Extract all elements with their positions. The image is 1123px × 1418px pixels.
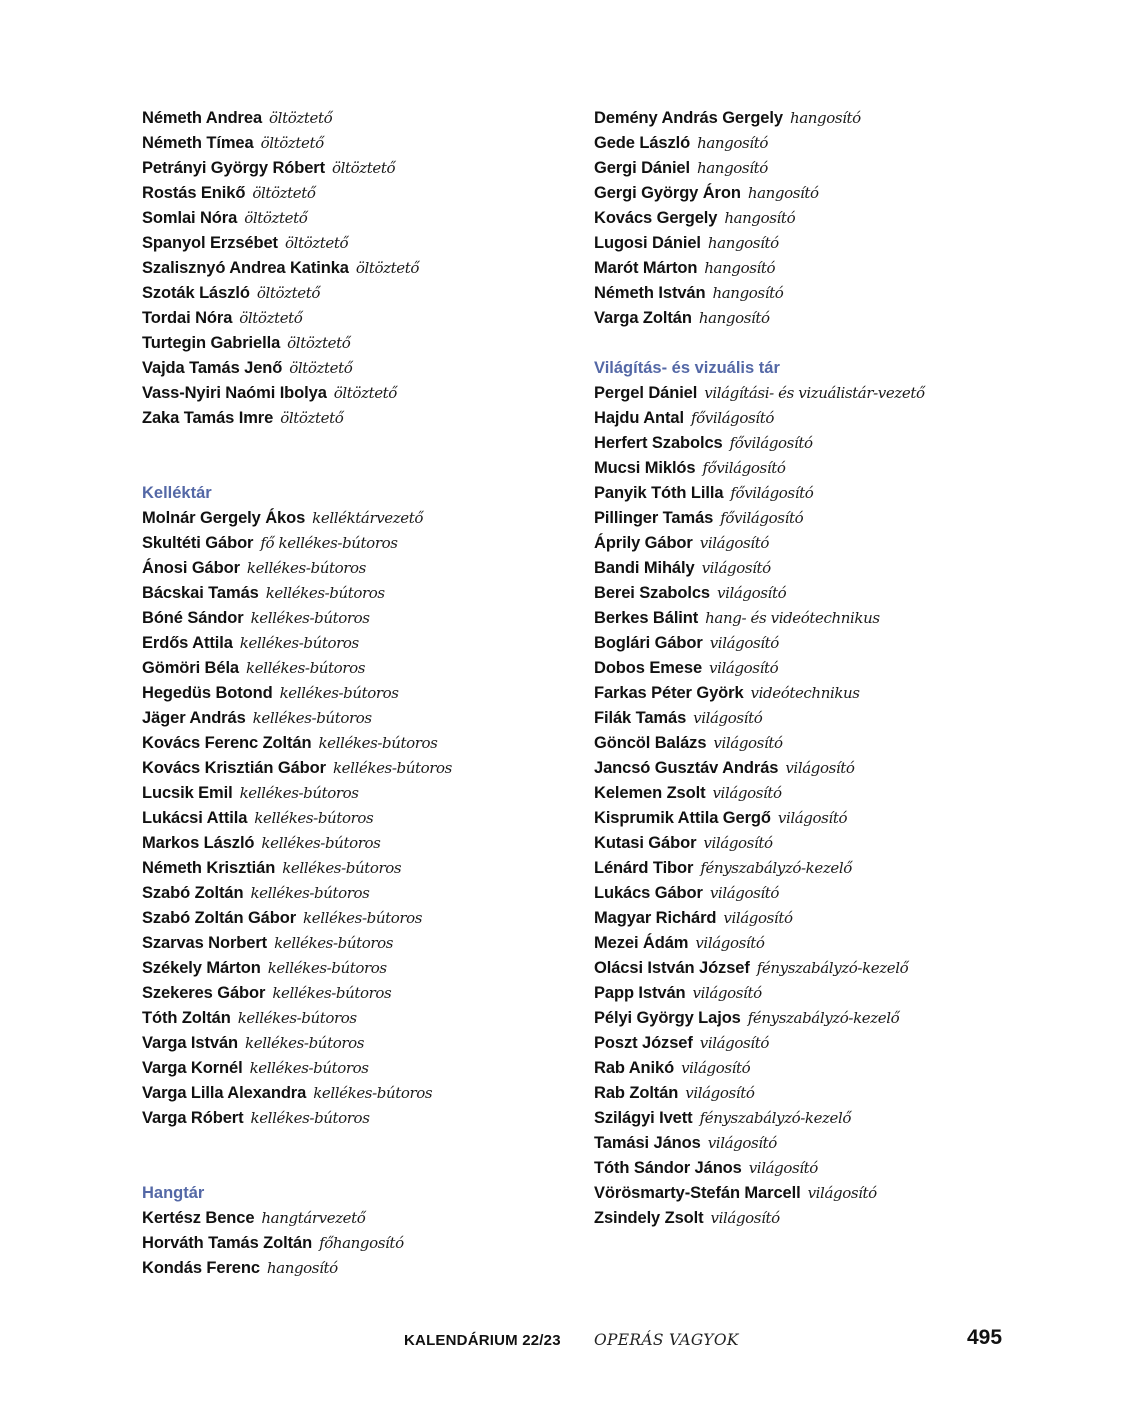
person-role: fővilágosító [729, 434, 813, 452]
person-role: kellékes-bútoros [303, 909, 423, 927]
person-name: Kovács Ferenc Zoltán [142, 734, 312, 752]
person-name: Szabó Zoltán [142, 884, 244, 902]
page-footer [0, 1326, 1123, 1360]
person-name: Szilágyi Ivett [594, 1109, 693, 1127]
list-item [142, 756, 572, 781]
person-role: világosító [807, 1184, 877, 1202]
list-item [142, 831, 572, 856]
person-name: Jäger András [142, 709, 246, 727]
person-name: Berkes Bálint [594, 609, 699, 627]
person-role: világosító [785, 759, 855, 777]
list-item [594, 981, 1054, 1006]
person-role: videótechnikus [750, 684, 860, 702]
person-role: hangosító [266, 1259, 338, 1277]
person-role: világítási- és vizuálistár-vezető [704, 384, 925, 402]
person-role: kellékes-bútoros [279, 684, 399, 702]
person-name: Zsindely Zsolt [594, 1209, 704, 1227]
person-name: Lukácsi Attila [142, 809, 248, 827]
person-name: Magyar Richárd [594, 909, 717, 927]
person-name: Farkas Péter Györk [594, 684, 744, 702]
person-name: Panyik Tóth Lilla [594, 484, 724, 502]
person-name: Lénárd Tibor [594, 859, 694, 877]
person-name: Somlai Nóra [142, 209, 238, 227]
person-name: Lugosi Dániel [594, 234, 701, 252]
crew-list-kellektar [142, 506, 572, 1131]
list-item [594, 781, 1054, 806]
list-item [594, 431, 1054, 456]
person-name: Erdős Attila [142, 634, 233, 652]
person-role: világosító [709, 884, 780, 902]
person-name: Zaka Tamás Imre [142, 409, 274, 427]
list-item [142, 1106, 572, 1131]
list-item [594, 1131, 1054, 1156]
list-item [142, 581, 572, 606]
person-role: hangosító [697, 134, 768, 152]
list-item [142, 956, 572, 981]
person-role: kellékes-bútoros [237, 1009, 357, 1027]
person-role: hangosító [747, 184, 819, 202]
person-name: Turtegin Gabriella [142, 334, 281, 352]
person-role: hangosító [789, 109, 861, 127]
person-role: kellékes-bútoros [249, 1059, 369, 1077]
person-name: Lukács Gábor [594, 884, 703, 902]
list-item [142, 806, 572, 831]
person-name: Németh Tímea [142, 134, 254, 152]
person-role: kellékes-bútoros [239, 784, 359, 802]
list-item [594, 1156, 1054, 1181]
person-name: Tordai Nóra [142, 309, 233, 327]
list-item [142, 156, 572, 181]
list-item [142, 606, 572, 631]
person-role: kellékes-bútoros [332, 759, 452, 777]
person-role: világosító [709, 659, 779, 677]
list-item [142, 356, 572, 381]
person-name: Gede László [594, 134, 691, 152]
person-name: Olácsi István József [594, 959, 750, 977]
person-name: Rab Zoltán [594, 1084, 679, 1102]
person-role: világosító [692, 984, 762, 1002]
footer-publication: KALENDÁRIUM 22/23 [404, 1332, 561, 1349]
person-role: öltöztető [260, 134, 324, 152]
person-role: öltöztető [355, 259, 420, 277]
section-gap [142, 1131, 572, 1181]
list-item [594, 1181, 1054, 1206]
person-role: fővilágosító [690, 409, 774, 427]
list-item [594, 906, 1054, 931]
list-item [594, 806, 1054, 831]
list-item [142, 181, 572, 206]
list-item [594, 581, 1054, 606]
person-name: Demény András Gergely [594, 109, 783, 127]
list-item [594, 1106, 1054, 1131]
crew-list [594, 106, 1054, 331]
list-item [142, 981, 572, 1006]
person-role: öltöztető [284, 234, 349, 252]
list-item [142, 1081, 572, 1106]
person-role: világosító [748, 1159, 818, 1177]
person-role: kellékes-bútoros [313, 1084, 433, 1102]
list-item [142, 256, 572, 281]
person-role: kellékes-bútoros [250, 884, 370, 902]
person-name: Áprily Gábor [594, 534, 693, 552]
list-item [142, 106, 572, 131]
list-item [142, 681, 572, 706]
list-item [594, 731, 1054, 756]
person-role: kellékes-bútoros [272, 984, 392, 1002]
person-name: Szekeres Gábor [142, 984, 266, 1002]
person-role: hangosító [698, 309, 770, 327]
person-role: öltöztető [333, 384, 397, 402]
person-name: Szalisznyó Andrea Katinka [142, 259, 349, 277]
person-role: világosító [701, 559, 771, 577]
right-column [594, 106, 1054, 1231]
person-name: Szarvas Norbert [142, 934, 268, 952]
person-role: világosító [709, 634, 779, 652]
left-column [142, 106, 572, 1281]
list-item [594, 531, 1054, 556]
list-item [142, 1231, 572, 1256]
person-role: fényszabályzó-kezelő [700, 859, 852, 877]
person-role: kellékes-bútoros [274, 934, 394, 952]
list-item [142, 531, 572, 556]
person-name: Szabó Zoltán Gábor [142, 909, 297, 927]
list-item [594, 256, 1054, 281]
person-name: Gergi Dániel [594, 159, 690, 177]
person-name: Jancsó Gusztáv András [594, 759, 779, 777]
person-name: Pillinger Tamás [594, 509, 714, 527]
list-item [594, 856, 1054, 881]
list-item [594, 831, 1054, 856]
section-gap [594, 331, 1054, 356]
list-item [142, 706, 572, 731]
person-role: kellékes-bútoros [250, 1109, 370, 1127]
person-role: öltöztető [289, 359, 353, 377]
list-item [594, 681, 1054, 706]
page-number: 495 [967, 1326, 1003, 1349]
person-name: Mezei Ádám [594, 934, 689, 952]
list-item [142, 131, 572, 156]
person-name: Gergi György Áron [594, 184, 741, 202]
person-role: fővilágosító [702, 459, 786, 477]
person-name: Varga Lilla Alexandra [142, 1084, 307, 1102]
person-name: Németh István [594, 284, 706, 302]
list-item [142, 381, 572, 406]
person-name: Poszt József [594, 1034, 693, 1052]
list-item [142, 1056, 572, 1081]
list-item [142, 331, 572, 356]
list-item [594, 1031, 1054, 1056]
person-role: kellékes-bútoros [265, 584, 385, 602]
list-item [594, 506, 1054, 531]
section-title-hangtar: Hangtár [142, 1184, 205, 1202]
list-item [594, 556, 1054, 581]
section-title-kellektar: Kelléktár [142, 484, 212, 502]
person-role: világosító [699, 534, 769, 552]
list-item [142, 906, 572, 931]
crew-list-vilagitas [594, 381, 1054, 1231]
person-name: Kovács Krisztián Gábor [142, 759, 326, 777]
list-item [594, 1056, 1054, 1081]
person-role: kellékes-bútoros [245, 1034, 365, 1052]
list-item [142, 206, 572, 231]
section-title-vilagitas: Világítás- és vizuális tár [594, 359, 780, 377]
person-role: öltöztető [332, 159, 396, 177]
person-name: Szoták László [142, 284, 250, 302]
list-item [142, 556, 572, 581]
list-item [142, 881, 572, 906]
person-role: fényszabályzó-kezelő [756, 959, 909, 977]
person-name: Skultéti Gábor [142, 534, 254, 552]
person-role: fényszabályzó-kezelő [747, 1009, 900, 1027]
person-name: Filák Tamás [594, 709, 687, 727]
section-gap [142, 431, 572, 481]
person-name: Hajdu Antal [594, 409, 684, 427]
person-role: fővilágosító [730, 484, 814, 502]
person-role: világosító [693, 709, 763, 727]
crew-list [142, 106, 572, 431]
list-item [142, 631, 572, 656]
person-name: Gömöri Béla [142, 659, 240, 677]
person-role: öltöztető [239, 309, 303, 327]
list-item [594, 306, 1054, 331]
list-item [142, 306, 572, 331]
list-item [594, 631, 1054, 656]
person-role: kellékes-bútoros [246, 659, 366, 677]
person-name: Mucsi Miklós [594, 459, 696, 477]
person-name: Herfert Szabolcs [594, 434, 723, 452]
list-item [594, 106, 1054, 131]
person-role: hang- és videótechnikus [705, 609, 880, 627]
list-item [594, 1206, 1054, 1231]
person-name: Kertész Bence [142, 1209, 255, 1227]
person-role: kellékes-bútoros [246, 559, 366, 577]
person-role: világosító [681, 1059, 751, 1077]
list-item [594, 1006, 1054, 1031]
person-name: Varga Róbert [142, 1109, 244, 1127]
person-name: Papp István [594, 984, 686, 1002]
person-role: főhangosító [319, 1234, 404, 1252]
person-name: Székely Márton [142, 959, 261, 977]
list-item [142, 856, 572, 881]
person-name: Kelemen Zsolt [594, 784, 706, 802]
person-role: kellékes-bútoros [252, 709, 372, 727]
person-role: kellékes-bútoros [239, 634, 359, 652]
person-name: Rab Anikó [594, 1059, 675, 1077]
person-role: fő kellékes-bútoros [260, 534, 398, 552]
person-role: világosító [712, 784, 782, 802]
person-name: Markos László [142, 834, 255, 852]
list-item [594, 756, 1054, 781]
list-item [142, 231, 572, 256]
list-item [594, 456, 1054, 481]
person-name: Dobos Emese [594, 659, 703, 677]
list-item [594, 481, 1054, 506]
person-role: öltöztető [280, 409, 344, 427]
list-item [142, 656, 572, 681]
person-name: Lucsik Emil [142, 784, 233, 802]
person-role: fényszabályzó-kezelő [699, 1109, 852, 1127]
person-name: Tamási János [594, 1134, 701, 1152]
list-item [594, 706, 1054, 731]
person-name: Molnár Gergely Ákos [142, 509, 306, 527]
person-role: hangtárvezető [261, 1209, 366, 1227]
footer-section-title: OPERÁS VAGYOK [594, 1331, 739, 1349]
person-role: hangosító [707, 234, 779, 252]
person-name: Boglári Gábor [594, 634, 703, 652]
person-role: világosító [717, 584, 787, 602]
person-name: Németh Krisztián [142, 859, 276, 877]
list-item [142, 731, 572, 756]
list-item [594, 181, 1054, 206]
person-role: világosító [713, 734, 783, 752]
list-item [142, 781, 572, 806]
person-role: hangosító [704, 259, 776, 277]
list-item [594, 281, 1054, 306]
person-name: Ánosi Gábor [142, 559, 240, 577]
person-name: Varga István [142, 1034, 239, 1052]
person-role: világosító [777, 809, 848, 827]
person-role: kellékes-bútoros [318, 734, 438, 752]
person-name: Varga Zoltán [594, 309, 692, 327]
person-name: Németh Andrea [142, 109, 263, 127]
person-name: Kondás Ferenc [142, 1259, 260, 1277]
person-name: Pergel Dániel [594, 384, 698, 402]
list-item [594, 156, 1054, 181]
list-item [594, 956, 1054, 981]
list-item [142, 1206, 572, 1231]
list-item [594, 231, 1054, 256]
person-name: Berei Szabolcs [594, 584, 710, 602]
person-name: Göncöl Balázs [594, 734, 707, 752]
person-role: világosító [685, 1084, 755, 1102]
person-name: Kovács Gergely [594, 209, 718, 227]
list-item [594, 131, 1054, 156]
person-role: hangosító [712, 284, 784, 302]
person-name: Kisprumik Attila Gergő [594, 809, 771, 827]
list-item [142, 1031, 572, 1056]
crew-list-hangtar [142, 1206, 572, 1281]
person-role: kellékes-bútoros [261, 834, 381, 852]
list-item [142, 931, 572, 956]
person-name: Spanyol Erzsébet [142, 234, 278, 252]
person-role: világosító [699, 1034, 769, 1052]
person-name: Tóth Zoltán [142, 1009, 231, 1027]
person-role: hangosító [724, 209, 796, 227]
person-role: hangosító [697, 159, 768, 177]
list-item [594, 206, 1054, 231]
person-name: Horváth Tamás Zoltán [142, 1234, 313, 1252]
person-role: kellékes-bútoros [254, 809, 374, 827]
person-name: Bácskai Tamás [142, 584, 259, 602]
person-name: Bóné Sándor [142, 609, 244, 627]
person-name: Kutasi Gábor [594, 834, 697, 852]
person-role: öltöztető [244, 209, 308, 227]
list-item [142, 1006, 572, 1031]
person-name: Vajda Tamás Jenő [142, 359, 283, 377]
person-name: Pélyi György Lajos [594, 1009, 741, 1027]
person-name: Hegedüs Botond [142, 684, 273, 702]
person-name: Varga Kornél [142, 1059, 243, 1077]
person-role: kelléktárvezető [312, 509, 424, 527]
person-role: kellékes-bútoros [267, 959, 387, 977]
person-name: Vass-Nyiri Naómi Ibolya [142, 384, 327, 402]
person-role: világosító [710, 1209, 780, 1227]
list-item [594, 406, 1054, 431]
list-item [142, 406, 572, 431]
person-role: fővilágosító [720, 509, 804, 527]
person-role: öltöztető [256, 284, 320, 302]
person-role: világosító [723, 909, 793, 927]
list-item [142, 506, 572, 531]
person-name: Tóth Sándor János [594, 1159, 742, 1177]
list-item [594, 606, 1054, 631]
person-role: öltöztető [252, 184, 316, 202]
person-role: kellékes-bútoros [282, 859, 402, 877]
person-name: Vörösmarty-Stefán Marcell [594, 1184, 801, 1202]
list-item [594, 1081, 1054, 1106]
person-role: öltöztető [287, 334, 351, 352]
list-item [142, 1256, 572, 1281]
person-role: kellékes-bútoros [250, 609, 370, 627]
person-name: Petrányi György Róbert [142, 159, 326, 177]
list-item [594, 931, 1054, 956]
list-item [594, 381, 1054, 406]
person-role: világosító [707, 1134, 777, 1152]
person-role: öltöztető [269, 109, 333, 127]
list-item [142, 281, 572, 306]
person-name: Bandi Mihály [594, 559, 695, 577]
list-item [594, 881, 1054, 906]
person-role: világosító [703, 834, 773, 852]
person-name: Marót Márton [594, 259, 698, 277]
person-name: Rostás Enikő [142, 184, 246, 202]
person-role: világosító [695, 934, 765, 952]
list-item [594, 656, 1054, 681]
